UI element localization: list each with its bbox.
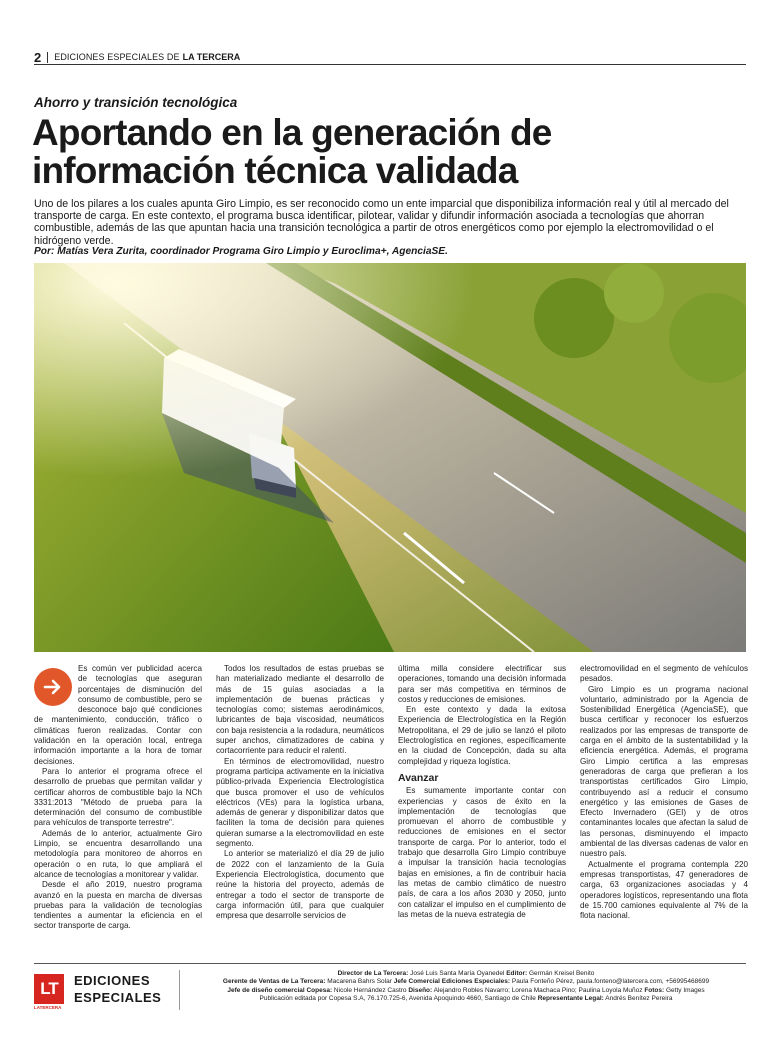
- lt-logo: LT: [34, 974, 64, 1004]
- article-body: [34, 664, 748, 954]
- paragraph: Es común ver publicidad acerca de tecnologías que aseguran porcentajes de disminución del consumo de combustible, pero se desconoce bajo qué condiciones de mantenimiento, conducción, tráfico o climáticas fueron realizadas. Contar con validación en la operación local, entrega información importante a la hora de tomar decisiones.: [34, 664, 202, 766]
- edition-title-line1: EDICIONES: [74, 973, 151, 988]
- paragraph: Actualmente el programa contempla 220 empresas transportistas, 47 generadores de carga, 63 organizaciones asociadas y 4 operadores logísticos, representando una flota de 15.700 camiones equivalente al 7% de la flota nacional.: [580, 859, 748, 921]
- edition-title-line2: ESPECIALES: [74, 990, 162, 1005]
- paragraph: última milla considere electrificar sus operaciones, tomando una decisión informada para ser más competitiva en términos de costos y reducciones de emisiones.: [398, 664, 566, 704]
- paragraph: Lo anterior se materializó el día 29 de julio de 2022 con el lanzamiento de la Guía Experiencia Electrologística, documento que reúne la historia del proyecto, además de entregar a todo el sector de transporte de carga información útil, para que cualquier empresa que desarrolle servicios de: [216, 849, 384, 921]
- section-subhead: Avanzar: [398, 771, 439, 784]
- header-divider: [47, 52, 48, 63]
- body-column-2: [216, 664, 384, 921]
- article-headline: Aportando en la generación de información técnica validada: [32, 112, 552, 191]
- edition-title: [74, 972, 161, 1006]
- header-rule: [34, 64, 746, 65]
- truck-highway-photo: [34, 263, 746, 652]
- photo-illustration: [34, 263, 746, 652]
- paragraph: electromovilidad en el segmento de vehículos pesados.: [580, 664, 748, 684]
- paragraph: Desde el año 2019, nuestro programa avanzó en la puesta en marcha de diversas pruebas para la validación de tecnologías tendientes a aumentar la eficiencia en el sector transporte de carga.: [34, 880, 202, 931]
- article-kicker: Ahorro y transición tecnológica: [34, 95, 238, 110]
- page-number: 2: [34, 49, 42, 65]
- credits-line: Gerente de Ventas de La Tercera: Macarena Bahrs Solar Jefe Comercial Ediciones Especiales: Paula Fonteño Pérez, paula.fonteno@latercera.com, +56995468699: [222, 978, 710, 986]
- section-label: EDICIONES ESPECIALES DE: [54, 52, 180, 62]
- paragraph: Giro Limpio es un programa nacional voluntario, administrado por la Agencia de Sostenibilidad Energética (AgenciaSE), que busca certificar y reconocer los esfuerzos realizados por las empresas de transporte de carga en el ámbito de la sustentabilidad y la eficiencia energética. Además, el programa Giro Limpio certifica a las empresas generadoras de carga que prefieran a los transportistas certificados Giro Limpio, contribuyendo así a reducir el consumo energético y las emisiones de Gases de Efecto Invernadero (GEI) y de otros contaminantes locales que afectan la salud de las personas, disminuyendo el impacto ambiental de las diversas cadenas de valor en nuestro país.: [580, 684, 748, 859]
- body-column-1: [34, 664, 202, 932]
- body-column-3: [398, 664, 566, 920]
- footer-rule: [34, 963, 746, 964]
- credits-line: Director de La Tercera: José Luis Santa María Oyanedel Editor: Germán Kreisel Benito: [337, 970, 595, 977]
- lt-logo-subtext: LATERCERA: [34, 1005, 62, 1010]
- credits-line: Jefe de diseño comercial Copesa: Nicole Hernández Castro Diseño: Alejandro Robles Navarro; Lorena Machaca Pino; Paulina Loyola Muñoz Fotos: Getty Images: [227, 986, 705, 994]
- credits-line: Publicación editada por Copesa S.A, 76.170.725-6, Avenida Apoquindo 4660, Santiago de Chile Representante Legal: Andrés Benítez Pereira: [259, 995, 673, 1003]
- paragraph: En este contexto y dada la exitosa Experiencia de Electrologística en la Región Metropolitana, el 29 de julio se lanzó el piloto Electrologística en regiones, específicamente en la ciudad de Concepción, dada su alta complejidad y riqueza logística.: [398, 705, 566, 766]
- arrow-right-icon: [34, 668, 72, 706]
- paragraph: En términos de electromovilidad, nuestro programa participa activamente en la iniciativa público-privada Experiencia Electrologística que busca promover el uso de vehículos eléctricos (VEs) para la logística urbana, además de generar y disponibilizar datos que faciliten la toma de decisión para quienes quieran sumarse a la electromovilidad en este segmento.: [216, 756, 384, 849]
- paragraph: Además de lo anterior, actualmente Giro Limpio, se encuentra desarrollando una metodología para monitoreo de ahorros en operación o en ruta, lo que ampliará el alcance de tecnologías a monitorear y validar.: [34, 828, 202, 879]
- article-byline: Por: Matías Vera Zurita, coordinador Programa Giro Limpio y Euroclima+, AgenciaSE.: [34, 246, 448, 257]
- section-brand: LA TERCERA: [182, 52, 241, 62]
- article-lead: Uno de los pilares a los cuales apunta Giro Limpio, es ser reconocido como un ente imparcial que disponibiliza información real y útil al mercado del transporte de carga. En este contexto, el programa busca identificar, pilotear, validar y difundir información asociada a tecnologías que ahorran combustible, además de las que apuntan hacia una transición tecnológica a partir de otros energéticos como por ejemplo la electromovilidad o el hidrógeno verde.: [34, 198, 729, 247]
- body-column-4: [580, 664, 748, 921]
- paragraph: Para lo anterior el programa ofrece el desarrollo de pruebas que permitan validar y certificar ahorros de combustible bajo la NCh 3331:2013 "Método de prueba para la determinación del consumo de combustible para vehículos de transporte terrestre".: [34, 766, 202, 828]
- page-footer: [34, 970, 748, 1040]
- paragraph: Es sumamente importante contar con experiencias y casos de éxito en la implementación de tecnologías que promuevan el ahorro de combustible y reducciones de emisiones en el sector transporte de carga. Por lo anterior, todo el trabajo que desarrolla Giro Limpio contribuye a impulsar la transición hacia tecnologías bajas en emisiones, a fin de contribuir hacia las metas de cambio climático de nuestro país, de cara a los años 2030 y 2050, junto con catalizar el impulso en el cumplimiento de las metas de la nueva estrategia de: [398, 786, 566, 919]
- footer-divider: [179, 970, 180, 1010]
- paragraph: Todos los resultados de estas pruebas se han materializado mediante el desarrollo de más de 15 guías asociadas a la implementación de buenas prácticas y tecnologías como; sistemas aerodinámicos, lubricantes de baja viscosidad, neumáticos con baja resistencia a la rodadura, neumáticos super anchos, climatizadores de cabina y cortacorriente para reducir el ralentí.: [216, 664, 384, 756]
- credits: [184, 970, 748, 1004]
